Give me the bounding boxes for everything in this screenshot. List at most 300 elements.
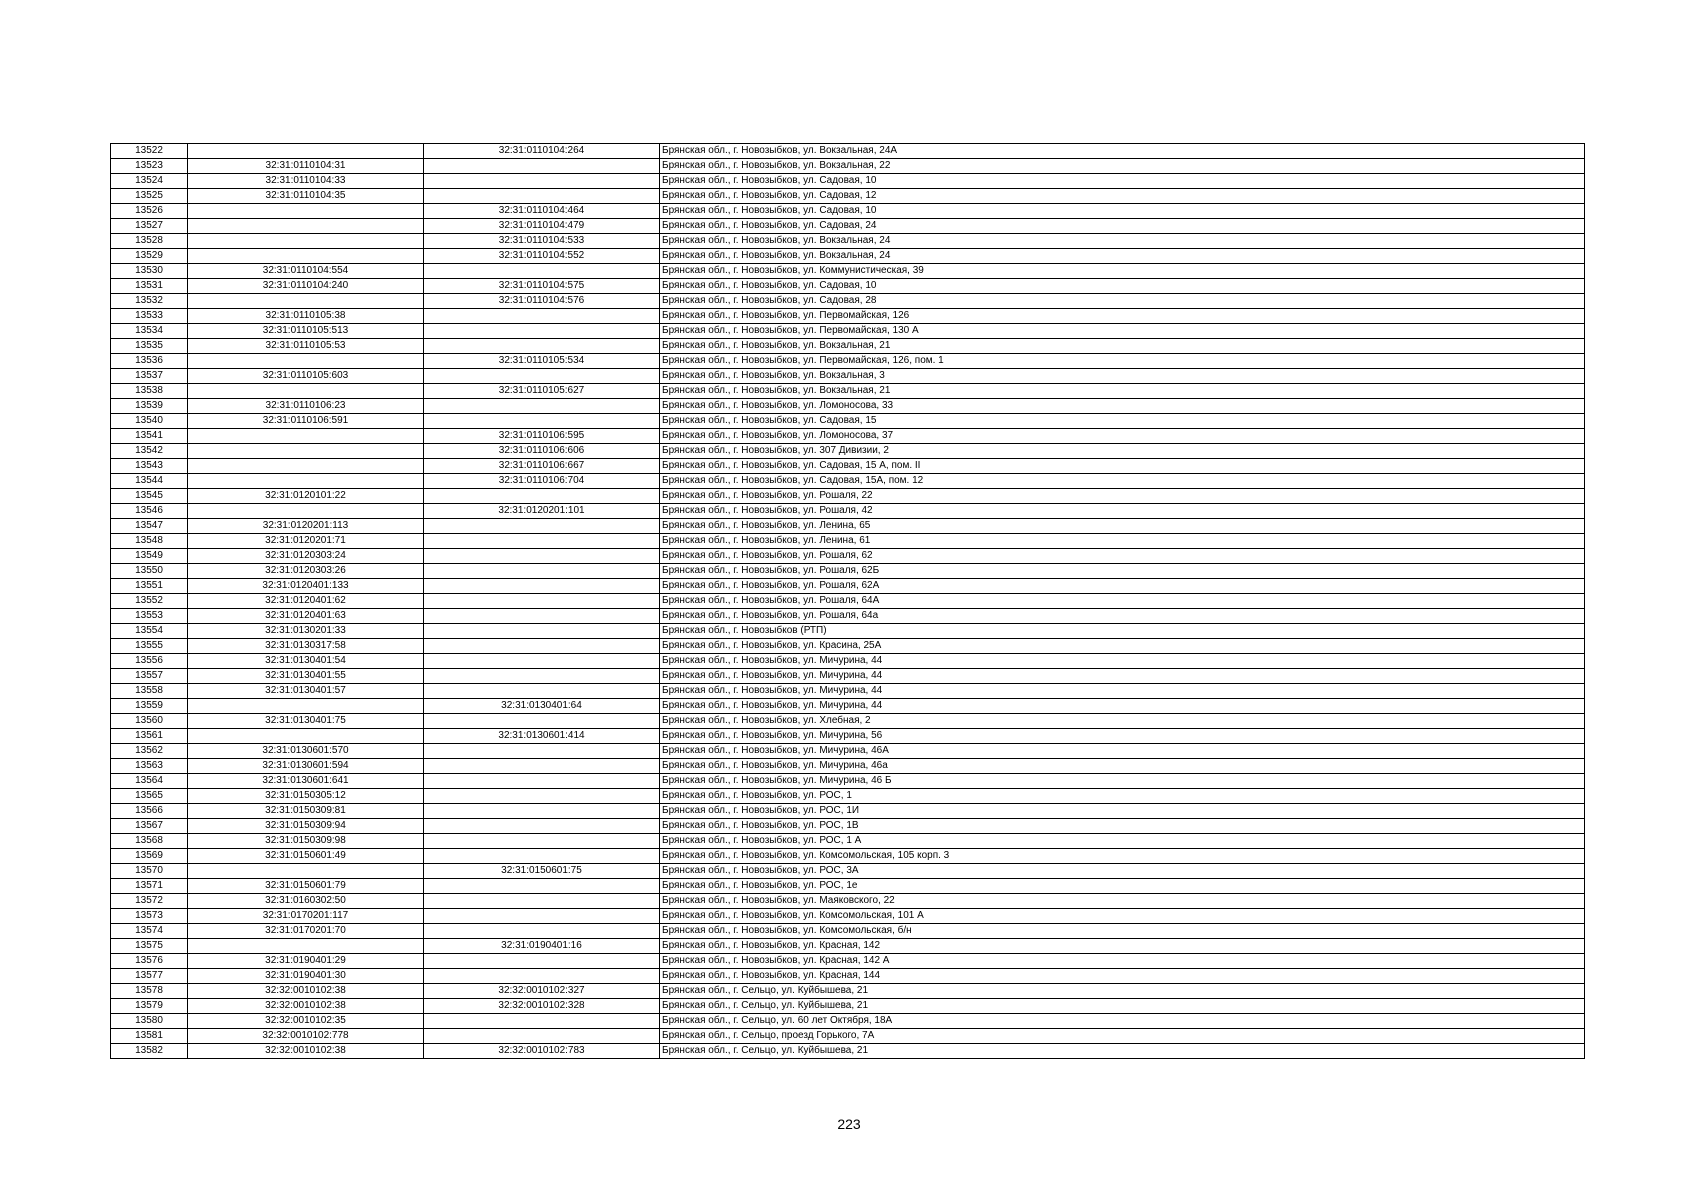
table-row: [111, 474, 1585, 489]
cadastral-number-cell: 32:31:0130401:75: [188, 714, 424, 729]
object-cadastral-number-cell: 32:31:0110104:533: [424, 234, 660, 249]
row-number-cell: 13541: [111, 429, 188, 444]
object-cadastral-number-cell: [424, 264, 660, 279]
address-cell: Брянская обл., г. Новозыбков, ул. Коммунистическая, 39: [660, 264, 1585, 279]
cadastral-number-cell: 32:31:0150305:12: [188, 789, 424, 804]
object-cadastral-number-cell: [424, 399, 660, 414]
object-cadastral-number-cell: [424, 564, 660, 579]
address-cell: Брянская обл., г. Новозыбков, ул. Мичурина, 46а: [660, 759, 1585, 774]
table-row: [111, 654, 1585, 669]
address-cell: Брянская обл., г. Новозыбков, ул. Вокзальная, 21: [660, 339, 1585, 354]
row-number-cell: 13533: [111, 309, 188, 324]
cadastral-number-cell: 32:31:0120201:113: [188, 519, 424, 534]
table-row: [111, 489, 1585, 504]
address-cell: Брянская обл., г. Новозыбков, ул. Мичурина, 44: [660, 654, 1585, 669]
object-cadastral-number-cell: [424, 969, 660, 984]
address-cell: Брянская обл., г. Новозыбков, ул. РОС, 3А: [660, 864, 1585, 879]
address-cell: Брянская обл., г. Новозыбков, ул. РОС, 1е: [660, 879, 1585, 894]
table-row: [111, 774, 1585, 789]
object-cadastral-number-cell: 32:31:0110106:606: [424, 444, 660, 459]
address-cell: Брянская обл., г. Сельцо, ул. Куйбышева, 21: [660, 984, 1585, 999]
table-row: [111, 984, 1585, 999]
cadastral-number-cell: 32:31:0110104:240: [188, 279, 424, 294]
table-row: [111, 609, 1585, 624]
row-number-cell: 13537: [111, 369, 188, 384]
cadastral-number-cell: 32:31:0130201:33: [188, 624, 424, 639]
cadastral-number-cell: 32:32:0010102:35: [188, 1014, 424, 1029]
address-cell: Брянская обл., г. Сельцо, ул. 60 лет Октября, 18А: [660, 1014, 1585, 1029]
table-row: [111, 594, 1585, 609]
cadastral-number-cell: 32:31:0150309:94: [188, 819, 424, 834]
row-number-cell: 13581: [111, 1029, 188, 1044]
table-row: [111, 354, 1585, 369]
cadastral-number-cell: 32:31:0160302:50: [188, 894, 424, 909]
address-cell: Брянская обл., г. Новозыбков, ул. Садовая, 12: [660, 189, 1585, 204]
cadastral-number-cell: 32:31:0110104:31: [188, 159, 424, 174]
object-cadastral-number-cell: 32:31:0110106:667: [424, 459, 660, 474]
object-cadastral-number-cell: [424, 894, 660, 909]
address-cell: Брянская обл., г. Новозыбков, ул. Ленина, 61: [660, 534, 1585, 549]
table-row: [111, 564, 1585, 579]
cadastral-number-cell: [188, 699, 424, 714]
object-cadastral-number-cell: [424, 609, 660, 624]
address-cell: Брянская обл., г. Новозыбков, ул. РОС, 1: [660, 789, 1585, 804]
cadastral-number-cell: [188, 444, 424, 459]
address-cell: Брянская обл., г. Новозыбков, ул. Комсомольская, 101 А: [660, 909, 1585, 924]
row-number-cell: 13528: [111, 234, 188, 249]
object-cadastral-number-cell: 32:32:0010102:328: [424, 999, 660, 1014]
cadastral-number-cell: [188, 864, 424, 879]
address-cell: Брянская обл., г. Новозыбков, ул. Рошаля, 62Б: [660, 564, 1585, 579]
row-number-cell: 13543: [111, 459, 188, 474]
address-cell: Брянская обл., г. Сельцо, ул. Куйбышева, 21: [660, 999, 1585, 1014]
row-number-cell: 13569: [111, 849, 188, 864]
row-number-cell: 13530: [111, 264, 188, 279]
table-row: [111, 399, 1585, 414]
table-row: [111, 504, 1585, 519]
row-number-cell: 13548: [111, 534, 188, 549]
cadastral-number-cell: 32:31:0170201:70: [188, 924, 424, 939]
table-row: [111, 969, 1585, 984]
object-cadastral-number-cell: 32:31:0110104:575: [424, 279, 660, 294]
address-cell: Брянская обл., г. Новозыбков, ул. Красина, 25А: [660, 639, 1585, 654]
object-cadastral-number-cell: [424, 324, 660, 339]
table-row: [111, 1029, 1585, 1044]
table-row: [111, 369, 1585, 384]
object-cadastral-number-cell: [424, 804, 660, 819]
row-number-cell: 13546: [111, 504, 188, 519]
address-cell: Брянская обл., г. Новозыбков, ул. Первомайская, 126: [660, 309, 1585, 324]
table-row: [111, 144, 1585, 159]
object-cadastral-number-cell: [424, 159, 660, 174]
cadastral-number-cell: [188, 429, 424, 444]
table-row: [111, 174, 1585, 189]
row-number-cell: 13538: [111, 384, 188, 399]
cadastral-number-cell: 32:32:0010102:38: [188, 984, 424, 999]
object-cadastral-number-cell: [424, 579, 660, 594]
table-row: [111, 804, 1585, 819]
cadastral-number-cell: 32:31:0190401:30: [188, 969, 424, 984]
row-number-cell: 13549: [111, 549, 188, 564]
row-number-cell: 13570: [111, 864, 188, 879]
row-number-cell: 13534: [111, 324, 188, 339]
address-cell: Брянская обл., г. Новозыбков, ул. Красная, 144: [660, 969, 1585, 984]
row-number-cell: 13524: [111, 174, 188, 189]
object-cadastral-number-cell: 32:31:0190401:16: [424, 939, 660, 954]
address-cell: Брянская обл., г. Новозыбков, ул. РОС, 1 А: [660, 834, 1585, 849]
address-cell: Брянская обл., г. Новозыбков, ул. Садовая, 10: [660, 174, 1585, 189]
cadastral-number-cell: 32:31:0110105:603: [188, 369, 424, 384]
row-number-cell: 13557: [111, 669, 188, 684]
table-row: [111, 459, 1585, 474]
table-row: [111, 279, 1585, 294]
cadastral-number-cell: 32:32:0010102:778: [188, 1029, 424, 1044]
address-cell: Брянская обл., г. Новозыбков, ул. Садовая, 15А, пом. 12: [660, 474, 1585, 489]
registry-table: [110, 143, 1585, 1059]
table-row: [111, 1014, 1585, 1029]
cadastral-number-cell: 32:31:0110106:591: [188, 414, 424, 429]
object-cadastral-number-cell: [424, 759, 660, 774]
table-row: [111, 414, 1585, 429]
table-row: [111, 1044, 1585, 1059]
object-cadastral-number-cell: [424, 744, 660, 759]
table-row: [111, 714, 1585, 729]
row-number-cell: 13573: [111, 909, 188, 924]
row-number-cell: 13572: [111, 894, 188, 909]
object-cadastral-number-cell: 32:31:0110105:534: [424, 354, 660, 369]
object-cadastral-number-cell: [424, 639, 660, 654]
address-cell: Брянская обл., г. Новозыбков, ул. Мичурина, 44: [660, 699, 1585, 714]
table-row: [111, 639, 1585, 654]
table-row: [111, 249, 1585, 264]
cadastral-number-cell: 32:31:0120401:63: [188, 609, 424, 624]
object-cadastral-number-cell: [424, 819, 660, 834]
address-cell: Брянская обл., г. Сельцо, ул. Куйбышева, 21: [660, 1044, 1585, 1059]
address-cell: Брянская обл., г. Новозыбков (РТП): [660, 624, 1585, 639]
object-cadastral-number-cell: [424, 534, 660, 549]
table-row: [111, 834, 1585, 849]
address-cell: Брянская обл., г. Новозыбков, ул. Вокзальная, 3: [660, 369, 1585, 384]
table-row: [111, 384, 1585, 399]
object-cadastral-number-cell: 32:31:0110106:595: [424, 429, 660, 444]
table-row: [111, 699, 1585, 714]
object-cadastral-number-cell: 32:31:0120201:101: [424, 504, 660, 519]
object-cadastral-number-cell: [424, 789, 660, 804]
object-cadastral-number-cell: [424, 714, 660, 729]
object-cadastral-number-cell: [424, 594, 660, 609]
object-cadastral-number-cell: [424, 309, 660, 324]
object-cadastral-number-cell: [424, 624, 660, 639]
table-row: [111, 759, 1585, 774]
table-row: [111, 534, 1585, 549]
object-cadastral-number-cell: [424, 879, 660, 894]
cadastral-number-cell: 32:31:0190401:29: [188, 954, 424, 969]
row-number-cell: 13578: [111, 984, 188, 999]
address-cell: Брянская обл., г. Новозыбков, ул. Мичурина, 46А: [660, 744, 1585, 759]
object-cadastral-number-cell: 32:31:0110104:264: [424, 144, 660, 159]
table-row: [111, 204, 1585, 219]
row-number-cell: 13574: [111, 924, 188, 939]
cadastral-number-cell: 32:31:0120303:26: [188, 564, 424, 579]
address-cell: Брянская обл., г. Новозыбков, ул. Садовая, 15 А, пом. II: [660, 459, 1585, 474]
table-row: [111, 684, 1585, 699]
table-row: [111, 669, 1585, 684]
table-row: [111, 909, 1585, 924]
row-number-cell: 13551: [111, 579, 188, 594]
registry-table-body: [111, 144, 1585, 1059]
row-number-cell: 13580: [111, 1014, 188, 1029]
cadastral-number-cell: 32:31:0110104:554: [188, 264, 424, 279]
table-row: [111, 519, 1585, 534]
row-number-cell: 13577: [111, 969, 188, 984]
table-row: [111, 219, 1585, 234]
object-cadastral-number-cell: [424, 519, 660, 534]
registry-sheet: [110, 143, 1584, 1059]
address-cell: Брянская обл., г. Новозыбков, ул. Вокзальная, 24: [660, 234, 1585, 249]
address-cell: Брянская обл., г. Новозыбков, ул. Комсомольская, б/н: [660, 924, 1585, 939]
row-number-cell: 13525: [111, 189, 188, 204]
row-number-cell: 13527: [111, 219, 188, 234]
cadastral-number-cell: 32:31:0130601:641: [188, 774, 424, 789]
table-row: [111, 294, 1585, 309]
object-cadastral-number-cell: 32:31:0150601:75: [424, 864, 660, 879]
cadastral-number-cell: [188, 144, 424, 159]
address-cell: Брянская обл., г. Новозыбков, ул. РОС, 1В: [660, 819, 1585, 834]
row-number-cell: 13550: [111, 564, 188, 579]
row-number-cell: 13539: [111, 399, 188, 414]
row-number-cell: 13563: [111, 759, 188, 774]
cadastral-number-cell: 32:31:0130601:594: [188, 759, 424, 774]
object-cadastral-number-cell: 32:31:0110104:576: [424, 294, 660, 309]
address-cell: Брянская обл., г. Новозыбков, ул. Рошаля, 64А: [660, 594, 1585, 609]
cadastral-number-cell: [188, 354, 424, 369]
row-number-cell: 13553: [111, 609, 188, 624]
address-cell: Брянская обл., г. Новозыбков, ул. Ломоносова, 37: [660, 429, 1585, 444]
object-cadastral-number-cell: 32:31:0130401:64: [424, 699, 660, 714]
object-cadastral-number-cell: [424, 174, 660, 189]
address-cell: Брянская обл., г. Новозыбков, ул. Садовая, 24: [660, 219, 1585, 234]
row-number-cell: 13562: [111, 744, 188, 759]
object-cadastral-number-cell: [424, 339, 660, 354]
cadastral-number-cell: [188, 219, 424, 234]
object-cadastral-number-cell: 32:31:0110105:627: [424, 384, 660, 399]
page-number: 223: [837, 1116, 861, 1132]
address-cell: Брянская обл., г. Новозыбков, ул. Мичурина, 44: [660, 669, 1585, 684]
cadastral-number-cell: [188, 204, 424, 219]
table-row: [111, 309, 1585, 324]
cadastral-number-cell: [188, 504, 424, 519]
table-row: [111, 999, 1585, 1014]
cadastral-number-cell: [188, 459, 424, 474]
object-cadastral-number-cell: [424, 414, 660, 429]
row-number-cell: 13567: [111, 819, 188, 834]
table-row: [111, 324, 1585, 339]
object-cadastral-number-cell: 32:32:0010102:783: [424, 1044, 660, 1059]
object-cadastral-number-cell: [424, 189, 660, 204]
row-number-cell: 13568: [111, 834, 188, 849]
object-cadastral-number-cell: 32:31:0130601:414: [424, 729, 660, 744]
cadastral-number-cell: [188, 939, 424, 954]
address-cell: Брянская обл., г. Новозыбков, ул. Красная, 142: [660, 939, 1585, 954]
row-number-cell: 13556: [111, 654, 188, 669]
cadastral-number-cell: 32:31:0130401:57: [188, 684, 424, 699]
table-row: [111, 744, 1585, 759]
object-cadastral-number-cell: [424, 669, 660, 684]
cadastral-number-cell: 32:31:0120101:22: [188, 489, 424, 504]
cadastral-number-cell: 32:31:0110104:33: [188, 174, 424, 189]
address-cell: Брянская обл., г. Новозыбков, ул. Первомайская, 126, пом. 1: [660, 354, 1585, 369]
row-number-cell: 13522: [111, 144, 188, 159]
address-cell: Брянская обл., г. Новозыбков, ул. Мичурина, 46 Б: [660, 774, 1585, 789]
cadastral-number-cell: 32:31:0130401:54: [188, 654, 424, 669]
row-number-cell: 13535: [111, 339, 188, 354]
table-row: [111, 264, 1585, 279]
object-cadastral-number-cell: 32:31:0110104:464: [424, 204, 660, 219]
cadastral-number-cell: 32:31:0150601:49: [188, 849, 424, 864]
cadastral-number-cell: [188, 384, 424, 399]
cadastral-number-cell: [188, 474, 424, 489]
row-number-cell: 13575: [111, 939, 188, 954]
cadastral-number-cell: 32:31:0130401:55: [188, 669, 424, 684]
table-row: [111, 624, 1585, 639]
table-row: [111, 894, 1585, 909]
object-cadastral-number-cell: [424, 849, 660, 864]
object-cadastral-number-cell: [424, 924, 660, 939]
row-number-cell: 13554: [111, 624, 188, 639]
row-number-cell: 13571: [111, 879, 188, 894]
object-cadastral-number-cell: [424, 369, 660, 384]
row-number-cell: 13545: [111, 489, 188, 504]
object-cadastral-number-cell: [424, 549, 660, 564]
object-cadastral-number-cell: [424, 684, 660, 699]
address-cell: Брянская обл., г. Новозыбков, ул. Хлебная, 2: [660, 714, 1585, 729]
cadastral-number-cell: [188, 729, 424, 744]
object-cadastral-number-cell: [424, 489, 660, 504]
address-cell: Брянская обл., г. Новозыбков, ул. Рошаля, 64а: [660, 609, 1585, 624]
row-number-cell: 13529: [111, 249, 188, 264]
address-cell: Брянская обл., г. Новозыбков, ул. Рошаля, 42: [660, 504, 1585, 519]
cadastral-number-cell: 32:31:0130601:570: [188, 744, 424, 759]
table-row: [111, 879, 1585, 894]
address-cell: Брянская обл., г. Новозыбков, ул. Садовая, 28: [660, 294, 1585, 309]
row-number-cell: 13547: [111, 519, 188, 534]
address-cell: Брянская обл., г. Новозыбков, ул. Красная, 142 А: [660, 954, 1585, 969]
row-number-cell: 13579: [111, 999, 188, 1014]
row-number-cell: 13560: [111, 714, 188, 729]
address-cell: Брянская обл., г. Новозыбков, ул. Садовая, 15: [660, 414, 1585, 429]
table-row: [111, 924, 1585, 939]
table-row: [111, 864, 1585, 879]
cadastral-number-cell: 32:31:0120303:24: [188, 549, 424, 564]
cadastral-number-cell: 32:31:0120401:133: [188, 579, 424, 594]
address-cell: Брянская обл., г. Сельцо, проезд Горького, 7А: [660, 1029, 1585, 1044]
table-row: [111, 819, 1585, 834]
address-cell: Брянская обл., г. Новозыбков, ул. Вокзальная, 24: [660, 249, 1585, 264]
address-cell: Брянская обл., г. Новозыбков, ул. Рошаля, 22: [660, 489, 1585, 504]
address-cell: Брянская обл., г. Новозыбков, ул. Первомайская, 130 А: [660, 324, 1585, 339]
address-cell: Брянская обл., г. Новозыбков, ул. Ломоносова, 33: [660, 399, 1585, 414]
row-number-cell: 13536: [111, 354, 188, 369]
row-number-cell: 13564: [111, 774, 188, 789]
address-cell: Брянская обл., г. Новозыбков, ул. 307 Дивизии, 2: [660, 444, 1585, 459]
cadastral-number-cell: 32:32:0010102:38: [188, 1044, 424, 1059]
cadastral-number-cell: 32:31:0110105:53: [188, 339, 424, 354]
table-row: [111, 549, 1585, 564]
table-row: [111, 939, 1585, 954]
table-row: [111, 954, 1585, 969]
cadastral-number-cell: 32:31:0110105:38: [188, 309, 424, 324]
cadastral-number-cell: 32:31:0130317:58: [188, 639, 424, 654]
cadastral-number-cell: [188, 294, 424, 309]
object-cadastral-number-cell: [424, 654, 660, 669]
cadastral-number-cell: 32:31:0150309:81: [188, 804, 424, 819]
row-number-cell: 13558: [111, 684, 188, 699]
address-cell: Брянская обл., г. Новозыбков, ул. РОС, 1И: [660, 804, 1585, 819]
object-cadastral-number-cell: [424, 909, 660, 924]
cadastral-number-cell: 32:31:0150601:79: [188, 879, 424, 894]
row-number-cell: 13542: [111, 444, 188, 459]
address-cell: Брянская обл., г. Новозыбков, ул. Садовая, 10: [660, 204, 1585, 219]
row-number-cell: 13555: [111, 639, 188, 654]
object-cadastral-number-cell: [424, 1029, 660, 1044]
row-number-cell: 13552: [111, 594, 188, 609]
row-number-cell: 13532: [111, 294, 188, 309]
address-cell: Брянская обл., г. Новозыбков, ул. Комсомольская, 105 корп. 3: [660, 849, 1585, 864]
object-cadastral-number-cell: 32:31:0110104:479: [424, 219, 660, 234]
row-number-cell: 13561: [111, 729, 188, 744]
address-cell: Брянская обл., г. Новозыбков, ул. Вокзальная, 24А: [660, 144, 1585, 159]
address-cell: Брянская обл., г. Новозыбков, ул. Мичурина, 44: [660, 684, 1585, 699]
cadastral-number-cell: 32:31:0170201:117: [188, 909, 424, 924]
object-cadastral-number-cell: [424, 834, 660, 849]
row-number-cell: 13566: [111, 804, 188, 819]
table-row: [111, 189, 1585, 204]
cadastral-number-cell: 32:31:0110104:35: [188, 189, 424, 204]
row-number-cell: 13544: [111, 474, 188, 489]
address-cell: Брянская обл., г. Новозыбков, ул. Рошаля, 62: [660, 549, 1585, 564]
row-number-cell: 13565: [111, 789, 188, 804]
cadastral-number-cell: 32:31:0110106:23: [188, 399, 424, 414]
table-row: [111, 444, 1585, 459]
object-cadastral-number-cell: 32:31:0110106:704: [424, 474, 660, 489]
row-number-cell: 13540: [111, 414, 188, 429]
object-cadastral-number-cell: [424, 954, 660, 969]
table-row: [111, 849, 1585, 864]
address-cell: Брянская обл., г. Новозыбков, ул. Садовая, 10: [660, 279, 1585, 294]
table-row: [111, 579, 1585, 594]
address-cell: Брянская обл., г. Новозыбков, ул. Рошаля, 62А: [660, 579, 1585, 594]
cadastral-number-cell: 32:31:0110105:513: [188, 324, 424, 339]
address-cell: Брянская обл., г. Новозыбков, ул. Вокзальная, 21: [660, 384, 1585, 399]
row-number-cell: 13526: [111, 204, 188, 219]
row-number-cell: 13559: [111, 699, 188, 714]
row-number-cell: 13576: [111, 954, 188, 969]
object-cadastral-number-cell: 32:31:0110104:552: [424, 249, 660, 264]
address-cell: Брянская обл., г. Новозыбков, ул. Мичурина, 56: [660, 729, 1585, 744]
table-row: [111, 339, 1585, 354]
cadastral-number-cell: [188, 249, 424, 264]
row-number-cell: 13582: [111, 1044, 188, 1059]
cadastral-number-cell: [188, 234, 424, 249]
object-cadastral-number-cell: [424, 1014, 660, 1029]
address-cell: Брянская обл., г. Новозыбков, ул. Маяковского, 22: [660, 894, 1585, 909]
table-row: [111, 159, 1585, 174]
cadastral-number-cell: 32:31:0120201:71: [188, 534, 424, 549]
table-row: [111, 789, 1585, 804]
table-row: [111, 234, 1585, 249]
address-cell: Брянская обл., г. Новозыбков, ул. Вокзальная, 22: [660, 159, 1585, 174]
row-number-cell: 13531: [111, 279, 188, 294]
